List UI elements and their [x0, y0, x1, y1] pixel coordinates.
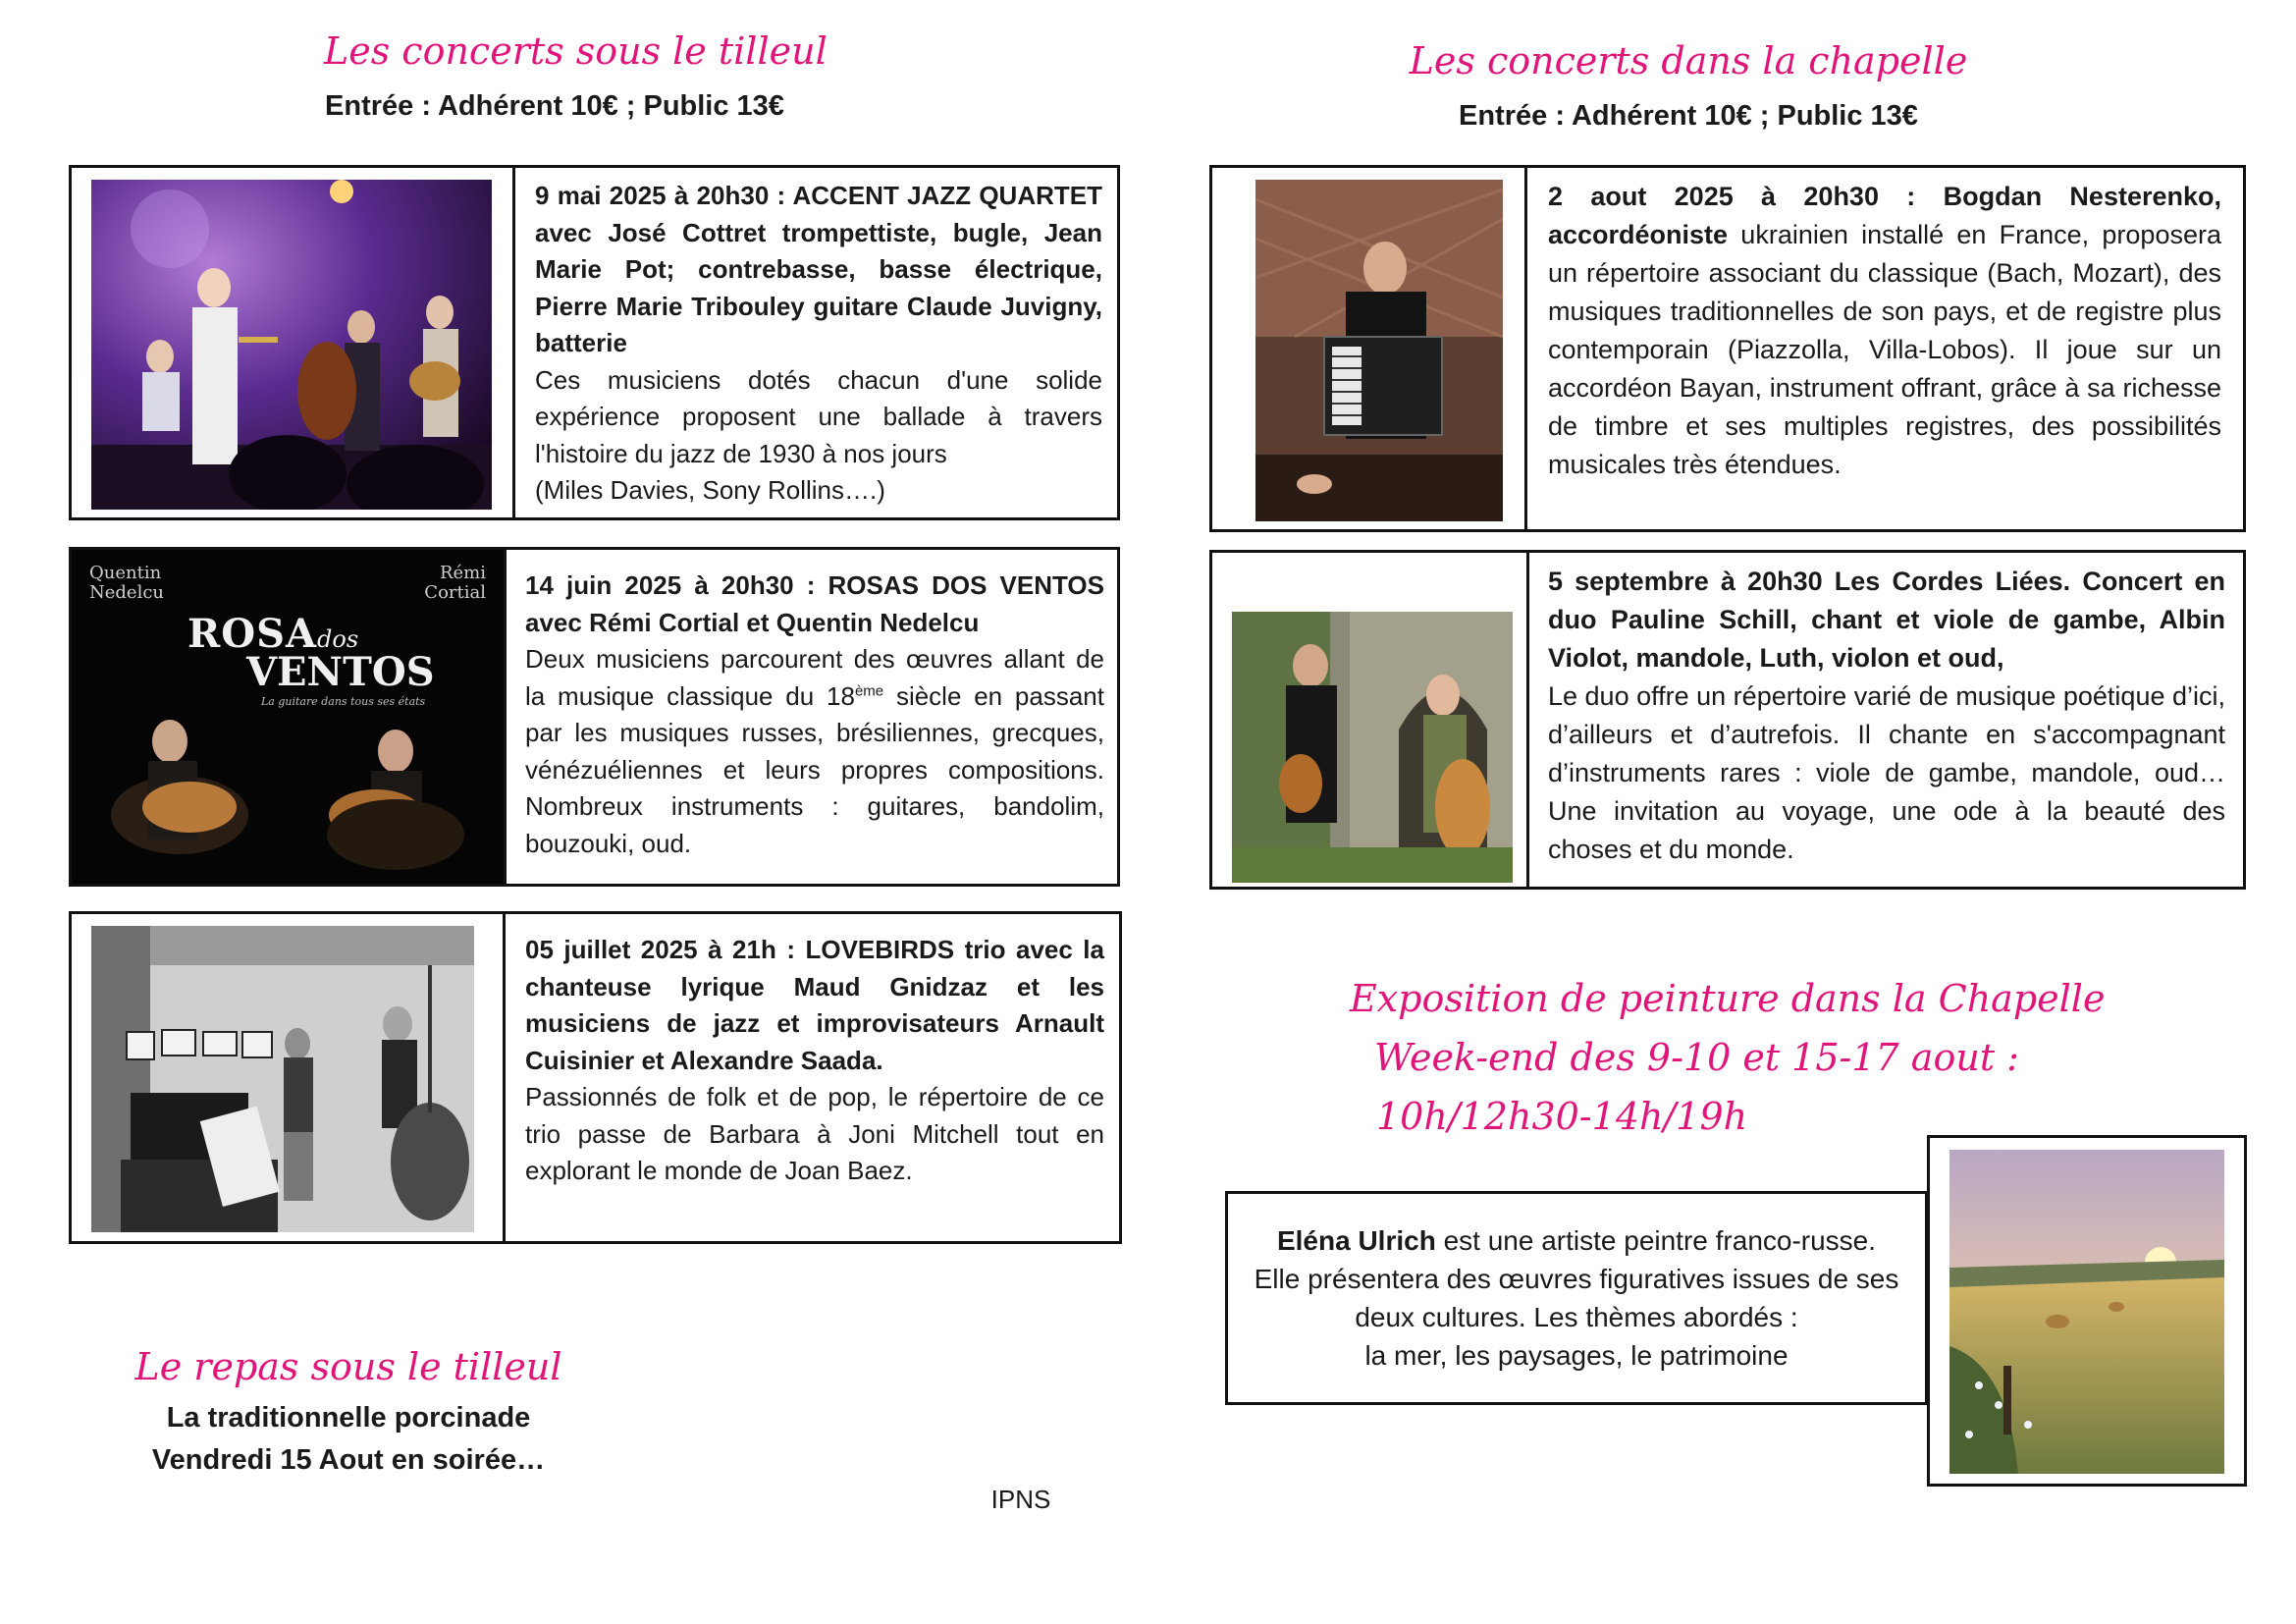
concert-card-cordes-liees [1209, 550, 2246, 890]
poster-tagline: La guitare dans tous ses états [261, 695, 426, 708]
painting-frame [1927, 1135, 2247, 1487]
right-entry-price: Entrée : Adhérent 10€ ; Public 13€ [1459, 100, 1918, 132]
poster-left-name-2: Nedelcu [89, 582, 165, 603]
accordionist-photo [1255, 180, 1503, 521]
left-entry-price: Entrée : Adhérent 10€ ; Public 13€ [325, 90, 784, 122]
concert-card-jazz [69, 165, 1120, 520]
concert-lovebirds-body: Passionnés de folk et de pop, le répertoire de ce trio passe de Barbara à Joni Mitchell tout en explorant le monde de Joan Baez. [525, 1082, 1104, 1185]
exhibition-hours: 10h/12h30-14h/19h [1376, 1095, 1748, 1138]
cordes-liees-duo-photo [1232, 612, 1513, 883]
jazz-quartet-photo [91, 180, 492, 510]
right-section-title: Les concerts dans la chapelle [1409, 39, 1968, 82]
concert-nesterenko-text [1548, 178, 2221, 484]
concert-nesterenko-heading: 2 aout 2025 à 20h30 : Bogdan Nesterenko, accordéoniste [1548, 182, 2221, 249]
concert-card-lovebirds [69, 911, 1122, 1244]
concert-jazz-heading: 9 mai 2025 à 20h30 : ACCENT JAZZ QUARTET avec José Cottret trompettiste, bugle, Jean Marie Pot; contrebasse, basse électrique, Pierre Marie Tribouley guitare Claude Juvigny, batterie [535, 181, 1102, 357]
artist-name: Eléna Ulrich [1276, 1225, 1436, 1256]
concert-nesterenko-body: ukrainien installé en France, proposera un répertoire associant du classique (Bach, Mozart), des musiques traditionnelles de son pays, et de registre plus contemporain (Piazzolla, Villa-Lobos). Il joue sur un accordéon Bayan, instrument offrant, grâce à sa richesse de timbre et ses multiples registres, des possibilités musicales très étendues. [1548, 220, 2221, 479]
exhibition-description: Elle présentera des œuvres figuratives issues de ses deux cultures. Les thèmes abordés : [1254, 1264, 1899, 1332]
footer-ipns: IPNS [990, 1485, 1051, 1514]
poster-left-name-1: Quentin [89, 563, 162, 583]
rosas-dos-ventos-poster [72, 550, 504, 884]
left-section-title: Les concerts sous le tilleul [324, 29, 828, 73]
concert-card-rosas [69, 547, 1120, 887]
concert-jazz-body: Ces musiciens dotés chacun d'une solide expérience proposent une ballade à travers l'histoire du jazz de 1930 à nos jours [535, 364, 1102, 468]
poster-right-name-2: Cortial [424, 582, 486, 603]
concert-rosas-heading: 14 juin 2025 à 20h30 : ROSAS DOS VENTOS avec Rémi Cortial et Quentin Nedelcu [525, 570, 1104, 637]
meal-line-2: Vendredi 15 Aout en soirée… [151, 1444, 546, 1476]
landscape-painting [1949, 1150, 2224, 1474]
exhibition-title: Exposition de peinture dans la Chapelle [1350, 977, 2106, 1020]
concert-rosas-body: Deux musiciens parcourent des œuvres allant de la musique classique du 18ème siècle en passant par les musiques russes, brésiliennes, grecques, vénézuéliennes et leurs propres compositions. Nombreux instruments : guitares, bandolim, bouzouki, oud. [525, 644, 1104, 858]
poster-logo-rosa: ROSA [187, 611, 318, 657]
concert-jazz-extra: (Miles Davies, Sony Rollins….) [535, 475, 885, 505]
concert-card-nesterenko [1209, 165, 2246, 532]
poster-right-name-1: Rémi [439, 563, 486, 583]
exhibition-dates: Week-end des 9-10 et 15-17 aout : [1374, 1036, 2019, 1079]
lovebirds-trio-photo [91, 926, 474, 1232]
exhibition-themes: la mer, les paysages, le patrimoine [1364, 1340, 1789, 1371]
concert-rosas-text [525, 568, 1104, 862]
poster-logo-dos: dos [317, 625, 359, 653]
concert-cordes-liees-text [1548, 563, 2225, 869]
concert-jazz-text [535, 178, 1102, 510]
concert-cordes-liees-body: Le duo offre un répertoire varié de musique poétique d’ici, d’ailleurs et d’autrefois. Il chante en s'accompagnant d’instruments rares : viole de gambe, mandole, oud… Une invitation au voyage, une ode à la beauté des choses et du monde. [1548, 681, 2225, 864]
poster-logo [187, 611, 435, 708]
exhibition-text: Eléna Ulrich est une artiste peintre franco-russe. Elle présentera des œuvres figuratives issues de ses deux cultures. Les thèmes abordés : la mer, les paysages, le patrimoine [1238, 1221, 1915, 1375]
concert-lovebirds-text [525, 932, 1104, 1190]
meal-title: Le repas sous le tilleul [134, 1345, 562, 1388]
poster-logo-ventos: VENTOS [246, 649, 435, 695]
concert-lovebirds-heading: 05 juillet 2025 à 21h : LOVEBIRDS trio avec la chanteuse lyrique Maud Gnidzaz et les musiciens de jazz et improvisateurs Arnault Cuisinier et Alexandre Saada. [525, 935, 1104, 1075]
meal-line-1: La traditionnelle porcinade [166, 1402, 531, 1434]
exhibition-card [1225, 1191, 1928, 1405]
concert-cordes-liees-heading: 5 septembre à 20h30 Les Cordes Liées. Concert en duo Pauline Schill, chant et viole de gambe, Albin Violot, mandole, Luth, violon et oud, [1548, 567, 2225, 673]
